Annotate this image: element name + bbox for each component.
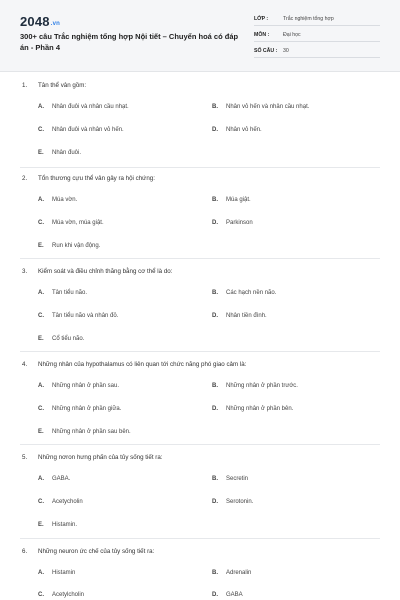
question-text: 6. Những neuron ức chế của tủy sống tiết ra: xyxy=(22,548,155,555)
option-c: C. Nhân đuôi và nhân vỏ hến. xyxy=(38,127,124,133)
option-e: E. Histamin. xyxy=(38,522,78,528)
option-c: C. Múa vờn, múa giật. xyxy=(38,220,104,226)
option-d: D. Nhân tiền đình. xyxy=(212,313,267,319)
option-e: E. Những nhân ở phần sau bên. xyxy=(38,429,131,435)
option-d: D. Serotonin. xyxy=(212,499,254,505)
option-d: D. Parkinson xyxy=(212,220,253,226)
document-header xyxy=(0,0,400,72)
option-d: D. GABA xyxy=(212,592,243,598)
question-text: 5. Những nơron hưng phấn của tủy sống tiết ra: xyxy=(22,454,163,461)
option-b: B. Nhân vỏ hến và nhân cầu nhạt. xyxy=(212,104,310,110)
option-c: C. Những nhân ở phần giữa. xyxy=(38,406,122,412)
option-c: C. Tân tiểu não và nhân đỏ. xyxy=(38,313,119,319)
question-text: 1. Tân thể vân gồm: xyxy=(22,82,87,89)
option-e: E. Nhân đuôi. xyxy=(38,150,82,156)
question-text: 3. Kiểm soát và điều chỉnh thăng bằng cơ thể là do: xyxy=(22,268,173,275)
option-b: B. Múa giật. xyxy=(212,197,251,203)
option-a: A. Histamin xyxy=(38,570,76,576)
option-b: B. Adrenalin xyxy=(212,570,252,576)
question-divider xyxy=(20,444,380,445)
option-b: B. Những nhân ở phần trước. xyxy=(212,383,298,389)
meta-subject: MÔN : Đại học xyxy=(254,30,380,42)
question-text: 4. Những nhân của hypothalamus có liên quan tới chức năng phó giao cảm là: xyxy=(22,361,247,368)
question-divider xyxy=(20,167,380,168)
question-text: 2. Tổn thương cựu thể vân gây ra hội chứng: xyxy=(22,175,155,182)
option-a: A. Múa vờn. xyxy=(38,197,78,203)
meta-question-count: SỐ CÂU : 30 xyxy=(254,46,380,58)
option-a: A. Những nhân ở phần sau. xyxy=(38,383,119,389)
option-a: A. Tân tiểu não. xyxy=(38,290,88,296)
question-divider xyxy=(20,538,380,539)
option-a: A. GABA. xyxy=(38,476,71,482)
option-c: C. Acetylcholin xyxy=(38,592,85,598)
option-b: B. Secretin xyxy=(212,476,249,482)
option-c: C. Acetycholin xyxy=(38,499,83,505)
question-divider xyxy=(20,258,380,259)
document-title: 300+ câu Trắc nghiệm tổng hợp Nội tiết – Chuyển hoá có đáp án - Phần 4 xyxy=(20,32,239,52)
option-a: A. Nhân đuôi và nhân cầu nhạt. xyxy=(38,104,129,110)
question-divider xyxy=(20,351,380,352)
option-b: B. Các hạch nền não. xyxy=(212,290,277,296)
option-e: E. Run khi vận động. xyxy=(38,243,101,249)
site-logo[interactable]: 2048.vn xyxy=(20,14,61,29)
option-d: D. Những nhân ở phần bên. xyxy=(212,406,294,412)
option-e: E. Cổ tiểu não. xyxy=(38,336,85,342)
meta-class: LỚP : Trắc nghiệm tổng hợp xyxy=(254,14,380,26)
option-d: D. Nhân vỏ hến. xyxy=(212,127,262,133)
